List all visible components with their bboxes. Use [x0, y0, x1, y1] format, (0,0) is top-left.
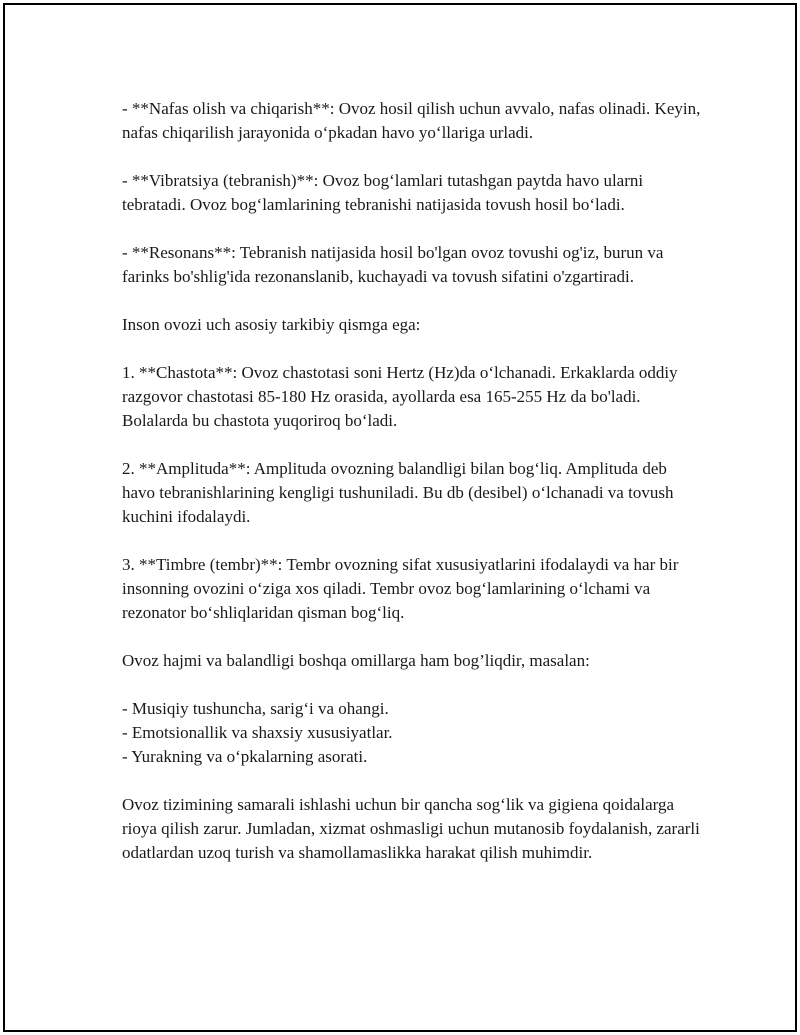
- paragraph-frequency: 1. **Chastota**: Ovoz chastotasi soni Hertz (Hz)da oʻlchanadi. Erkaklarda oddiy razgovor chastotasi 85-180 Hz orasida, ayollarda esa 165-255 Hz da bo'ladi. Bolalarda bu chastota yuqoriroq boʻladi.: [122, 363, 682, 430]
- list-item: - Emotsionallik va shaxsiy xususiyatlar.: [122, 723, 393, 742]
- paragraph-components-intro: Inson ovozi uch asosiy tarkibiy qismga ega:: [122, 315, 421, 334]
- paragraph-factors-intro: Ovoz hajmi va balandligi boshqa omillarga ham bog’liqdir, masalan:: [122, 651, 590, 670]
- document-body: [122, 97, 705, 889]
- paragraph-resonance: - **Resonans**: Tebranish natijasida hosil bo'lgan ovoz tovushi og'iz, burun va farinks bo'shlig'ida rezonanslanib, kuchayadi va tovush sifatini o'zgartiradi.: [122, 243, 668, 286]
- list-item: - Yurakning va oʻpkalarning asorati.: [122, 747, 368, 766]
- page-frame: [3, 3, 797, 1032]
- paragraph-breathing: - **Nafas olish va chiqarish**: Ovoz hosil qilish uchun avvalo, nafas olinadi. Keyin, nafas chiqarilish jarayonida oʻpkadan havo yoʻllariga urladi.: [122, 99, 705, 142]
- paragraph-hygiene: Ovoz tizimining samarali ishlashi uchun bir qancha sogʻlik va gigiena qoidalarga rioya qilish zarur. Jumladan, xizmat oshmasligi uchun mutanosib foydalanish, zararli odatlardan uzoq turish va shamollamaslikka harakat qilish muhimdir.: [122, 795, 705, 862]
- factors-list: [122, 697, 702, 769]
- list-item: - Musiqiy tushuncha, sarigʻi va ohangi.: [122, 699, 389, 718]
- paragraph-vibration: - **Vibratsiya (tebranish)**: Ovoz bogʻlamlari tutashgan paytda havo ularni tebratadi. Ovoz bogʻlamlarining tebranishi natijasida tovush hosil boʻladi.: [122, 171, 648, 214]
- paragraph-timbre: 3. **Timbre (tembr)**: Tembr ovozning sifat xususiyatlarini ifodalaydi va har bir insonning ovozini oʻziga xos qiladi. Tembr ovoz bogʻlamlarining oʻlchami va rezonator boʻshliqlaridan qisman bogʻliq.: [122, 555, 683, 622]
- paragraph-amplitude: 2. **Amplituda**: Amplituda ovozning balandligi bilan bogʻliq. Amplituda deb havo tebranishlarining kengligi tushuniladi. Bu db (desibel) oʻlchanadi va tovush kuchini ifodalaydi.: [122, 459, 678, 526]
